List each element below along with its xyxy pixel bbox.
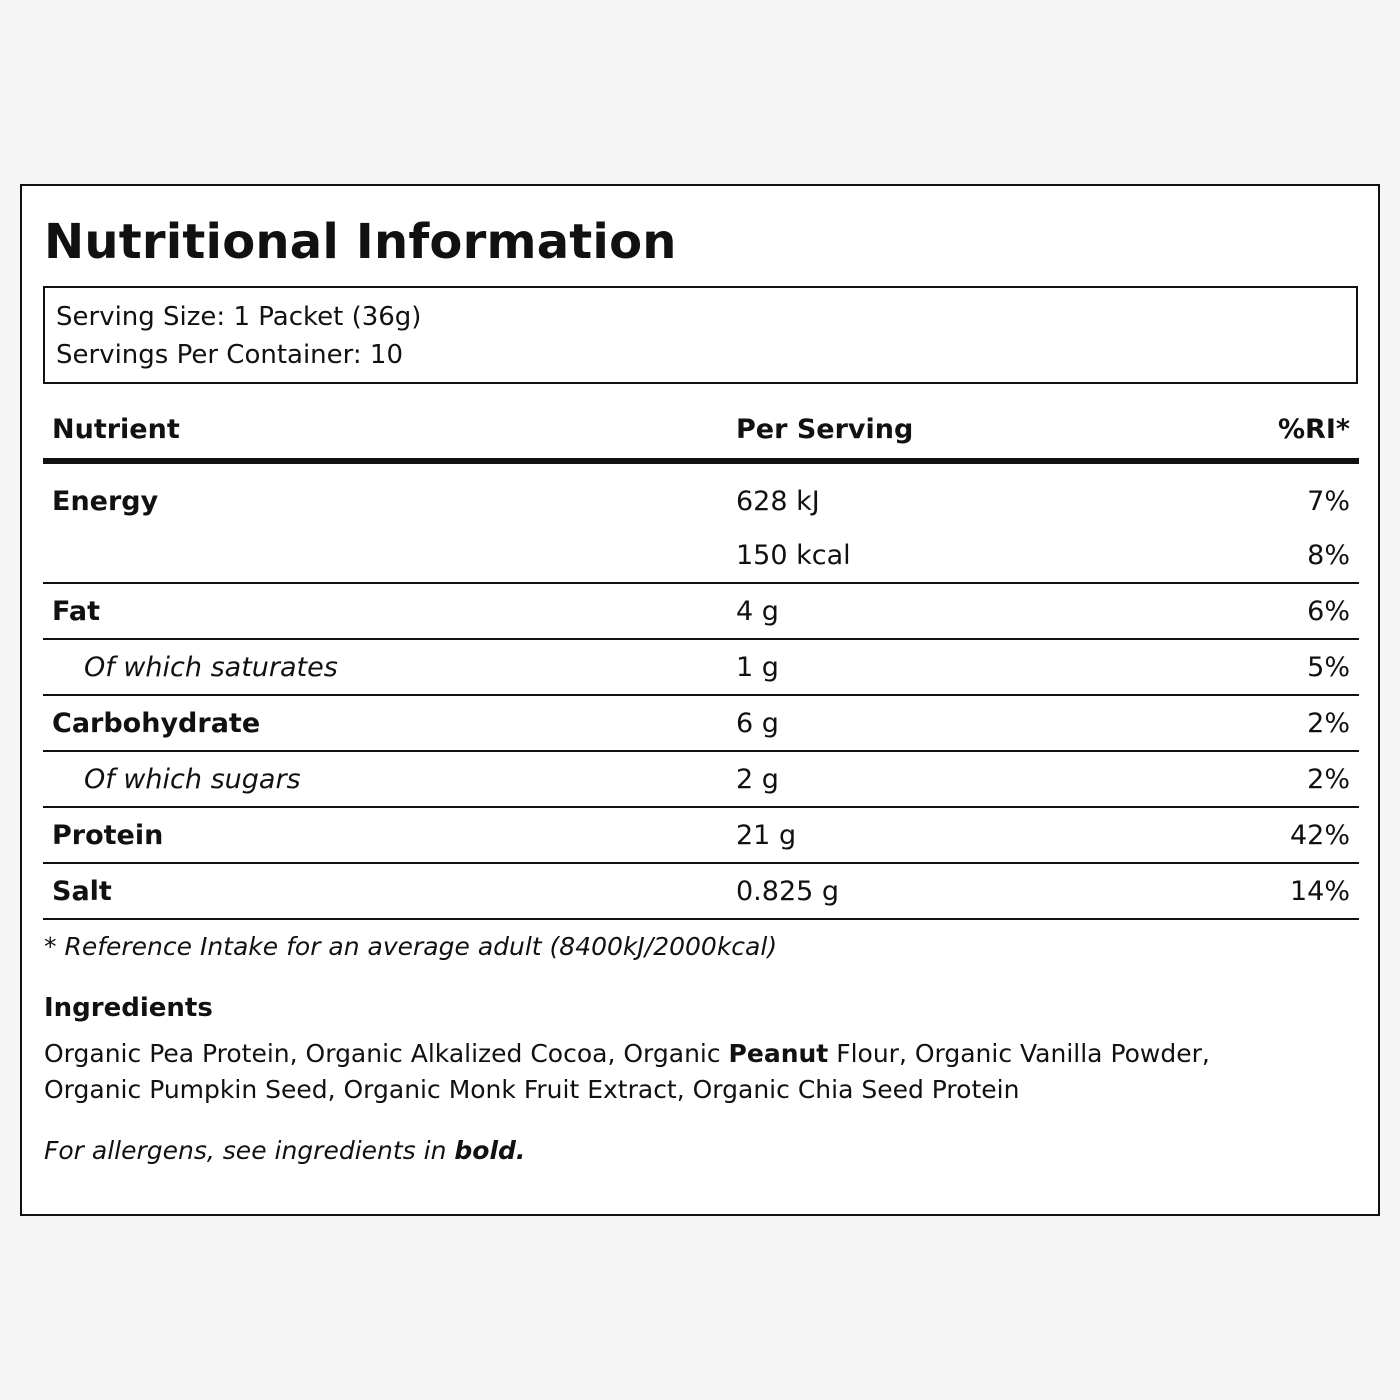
nutrient-ri: 2% <box>1307 708 1350 739</box>
table-row <box>43 864 1359 920</box>
nutrient-name: Protein <box>52 820 164 851</box>
nutrient-name: Carbohydrate <box>52 708 261 739</box>
reference-intake-footnote: * Reference Intake for an average adult (8400kJ/2000kcal) <box>44 932 778 961</box>
header-nutrient: Nutrient <box>52 414 180 445</box>
nutrient-value: 6 g <box>736 708 779 739</box>
nutrient-name: Fat <box>52 596 100 627</box>
allergen-note-bold: bold. <box>454 1136 526 1165</box>
nutrient-value: 1 g <box>736 652 779 683</box>
nutrient-ri: 42% <box>1289 820 1350 851</box>
energy-kcal-ri: 8% <box>1307 540 1350 571</box>
nutrient-ri: 6% <box>1307 596 1350 627</box>
nutrition-table <box>43 402 1359 920</box>
energy-kj-value: 628 kJ <box>736 486 820 517</box>
ingredients-list <box>44 1036 1304 1108</box>
page-title: Nutritional Information <box>44 214 677 270</box>
energy-kj-ri: 7% <box>1307 486 1350 517</box>
nutrient-name: Energy <box>52 486 159 517</box>
table-header <box>43 402 1359 464</box>
nutrient-ri: 5% <box>1307 652 1350 683</box>
nutrient-value: 21 g <box>736 820 797 851</box>
ingredients-heading: Ingredients <box>44 993 213 1023</box>
table-row <box>43 584 1359 640</box>
nutrient-name: Of which saturates <box>84 652 338 683</box>
serving-info-box <box>43 286 1358 384</box>
nutrient-name: Salt <box>52 876 112 907</box>
nutrient-value: 4 g <box>736 596 779 627</box>
serving-size: Serving Size: 1 Packet (36g) <box>56 302 422 332</box>
nutrient-name: Of which sugars <box>84 764 301 795</box>
allergen-note-prefix: For allergens, see ingredients in <box>44 1136 455 1165</box>
table-row <box>43 808 1359 864</box>
table-row <box>43 752 1359 808</box>
nutrient-ri: 2% <box>1307 764 1350 795</box>
nutrient-value: 0.825 g <box>736 876 840 907</box>
ingredients-text-after: Flour, Organic Vanilla Powder, Organic Pumpkin Seed, Organic Monk Fruit Extract, Organic Chia Seed Protein <box>44 1039 1210 1104</box>
table-row <box>43 696 1359 752</box>
nutrient-ri: 14% <box>1289 876 1350 907</box>
nutrient-value: 2 g <box>736 764 779 795</box>
energy-kcal-value: 150 kcal <box>736 540 851 571</box>
header-per-serving: Per Serving <box>736 414 914 445</box>
header-ri: %RI* <box>1277 414 1350 445</box>
table-row-energy <box>43 464 1359 584</box>
nutrition-panel <box>20 184 1380 1216</box>
allergen-ingredient: Peanut <box>728 1039 829 1068</box>
allergen-note <box>44 1134 525 1168</box>
table-row <box>43 640 1359 696</box>
ingredients-text-before: Organic Pea Protein, Organic Alkalized Cocoa, Organic <box>44 1039 729 1068</box>
servings-per-container: Servings Per Container: 10 <box>56 340 404 370</box>
